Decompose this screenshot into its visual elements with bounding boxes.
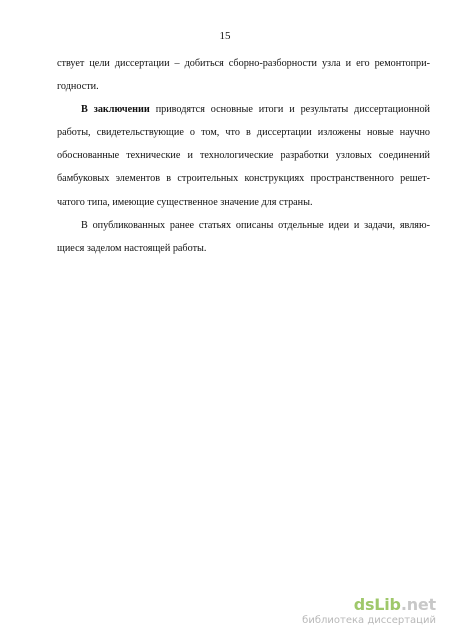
dslib-watermark: [302, 596, 436, 627]
dslib-logo: [302, 596, 436, 614]
logo-net: net: [406, 595, 436, 614]
page-number: 15: [219, 30, 231, 42]
paragraph-2-line-1-rest: приводятся основные итоги и результаты диссертационной: [149, 104, 430, 116]
paragraph-2-line-1: [57, 98, 430, 121]
logo-lib: Lib: [374, 595, 401, 614]
paragraph-1-line-1: ствует цели диссертации – добиться сборно-разборности узла и его ремонтопри-: [57, 58, 430, 69]
document-body: [57, 52, 430, 260]
watermark-caption: библиотека диссертаций: [302, 615, 436, 626]
paragraph-1-line-2: годности.: [57, 81, 99, 93]
paragraph-2-line-5: чатого типа, имеющие существенное значение для страны.: [57, 196, 313, 208]
paragraph-2-line-3: обоснованные технические и технологические разработки узловых соединений: [57, 150, 430, 162]
paragraph-3-line-2: щиеся заделом настоящей работы.: [57, 242, 207, 254]
logo-ds: ds: [353, 595, 375, 614]
paragraph-2-line-2: работы, свидетельствующие о том, что в диссертации изложены новые научно: [57, 127, 430, 139]
conclusion-bold-lead: В заключении: [81, 104, 150, 116]
paragraph-2-line-4: бамбуковых элементов в строительных конструкциях пространственного решет-: [57, 173, 430, 185]
paragraph-3-line-1: В опубликованных ранее статьях описаны отдельные идеи и задачи, являю-: [81, 219, 430, 231]
logo-dot: .: [400, 595, 407, 614]
